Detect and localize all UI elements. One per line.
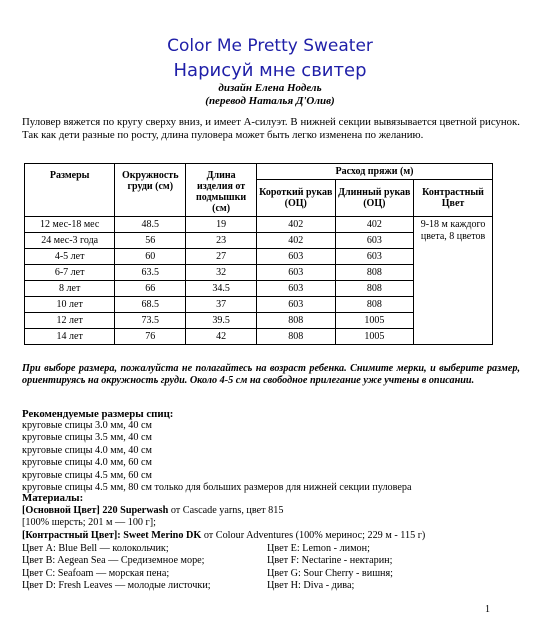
color-d: Цвет D: Fresh Leaves — молодые листочки; [22,580,211,592]
designer-credit: дизайн Елена Нодель [218,82,322,94]
cell-length: 39.5 [186,313,257,329]
color-a: Цвет A: Blue Bell — колокольчик; [22,543,169,554]
cell-short: 402 [256,217,335,233]
list-item: круговые спицы 4.5 мм, 60 см [22,469,152,481]
cell-length: 32 [186,265,257,281]
list-item: круговые спицы 3.0 мм, 40 см [22,420,152,431]
main-color-label: [Основной Цвет] [22,505,100,516]
header-sizes: Размеры [25,164,115,217]
cell-long: 603 [335,233,414,249]
cell-chest: 66 [115,281,186,297]
cell-chest: 60 [115,249,186,265]
color-g: Цвет G: Sour Cherry - вишня; [267,567,394,579]
cell-short: 603 [256,281,335,297]
cell-chest: 68.5 [115,297,186,313]
title-english: Color Me Pretty Sweater [167,36,373,56]
cell-size: 14 лет [25,329,115,345]
main-yarn-source: от Cascade yarns, цвет 815 [170,505,284,516]
cell-length: 27 [186,249,257,265]
contrast-yarn-line [22,530,522,542]
cell-long: 808 [335,297,414,313]
cell-length: 19 [186,217,257,233]
table-row [25,217,493,233]
needles-heading: Рекомендуемые размеры спиц: [22,408,174,420]
contrast-yarn-source: от Colour Adventures (100% меринос; 229 м - 115 г) [203,529,426,541]
translator-credit: (перевод Наталья Д'Олив) [205,95,335,107]
header-yarn: Расход пряжи (м) [256,164,492,180]
cell-short: 603 [256,249,335,265]
color-e: Цвет E: Lemon - лимон; [267,543,370,554]
table-header-row [25,164,493,180]
contrast-colors-list [22,543,522,593]
list-item [22,568,522,580]
color-f: Цвет F: Nectarine - нектарин; [267,555,393,567]
cell-short: 402 [256,233,335,249]
cell-short: 808 [256,313,335,329]
cell-length: 42 [186,329,257,345]
cell-contrast-note: 9-18 м каждого цвета, 8 цветов [414,217,493,345]
page-number: 1 [485,604,490,615]
cell-long: 402 [335,217,414,233]
list-item: круговые спицы 4.0 мм, 40 см [22,444,152,456]
cell-chest: 73.5 [115,313,186,329]
cell-long: 603 [335,249,414,265]
cell-short: 603 [256,297,335,313]
cell-size: 6-7 лет [25,265,115,281]
cell-size: 12 мес-18 мес [25,217,115,233]
list-item: круговые спицы 4.5 мм, 80 см только для больших размеров для нижней секции пуловера [22,482,412,494]
header-contrast: Контрастный Цвет [414,180,493,217]
cell-size: 10 лет [25,297,115,313]
header-short-sleeve: Короткий рукав (ОЦ) [256,180,335,217]
cell-chest: 48.5 [115,217,186,233]
color-c: Цвет C: Seafoam — морская пена; [22,567,170,579]
cell-chest: 56 [115,233,186,249]
cell-length: 37 [186,297,257,313]
needles-list [22,420,522,494]
color-h: Цвет H: Diva - дива; [267,580,355,592]
cell-long: 808 [335,281,414,297]
sizing-note: При выборе размера, пожалуйста не полагайтесь на возраст ребенка. Снимите мерки, и выберите размер, ориентируясь на окружность груди. Около 4-5 см на свободное прилегание уже учтены в описании. [22,363,520,387]
cell-chest: 63.5 [115,265,186,281]
cell-size: 8 лет [25,281,115,297]
materials-list [22,505,522,542]
cell-size: 12 лет [25,313,115,329]
cell-long: 1005 [335,329,414,345]
materials-heading: Материалы: [22,492,84,504]
contrast-yarn-name: Sweet Merino DK [123,529,202,541]
header-long-sleeve: Длинный рукав (ОЦ) [335,180,414,217]
list-item: круговые спицы 4.0 мм, 60 см [22,457,152,469]
cell-chest: 76 [115,329,186,345]
intro-paragraph: Пуловер вяжется по кругу сверху вниз, и имеет А-силуэт. В нижней секции вывязывается цветной рисунок. Так как дети разные по росту, длина пуловера может быть легко изменена по желанию. [22,116,520,141]
main-yarn-composition: [100% шерсть; 201 м — 100 г]; [22,517,156,529]
main-yarn-name: 220 Superwash [102,505,169,516]
main-yarn-line [22,505,522,517]
color-b: Цвет B: Aegean Sea — Средиземное море; [22,555,205,567]
header-chest: Окружность груди (см) [115,164,186,217]
cell-short: 603 [256,265,335,281]
cell-long: 1005 [335,313,414,329]
cell-size: 4-5 лет [25,249,115,265]
cell-length: 34.5 [186,281,257,297]
cell-short: 808 [256,329,335,345]
list-item: круговые спицы 3.5 мм, 40 см [22,432,152,444]
cell-long: 808 [335,265,414,281]
cell-size: 24 мес-3 года [25,233,115,249]
header-length: Длина изделия от подмышки (см) [186,164,257,217]
list-item [22,555,522,567]
list-item [22,543,522,555]
title-russian: Нарисуй мне свитер [173,60,367,81]
cell-length: 23 [186,233,257,249]
contrast-color-label: [Контрастный Цвет]: [22,529,121,541]
list-item [22,580,522,592]
sizes-table [24,163,493,345]
